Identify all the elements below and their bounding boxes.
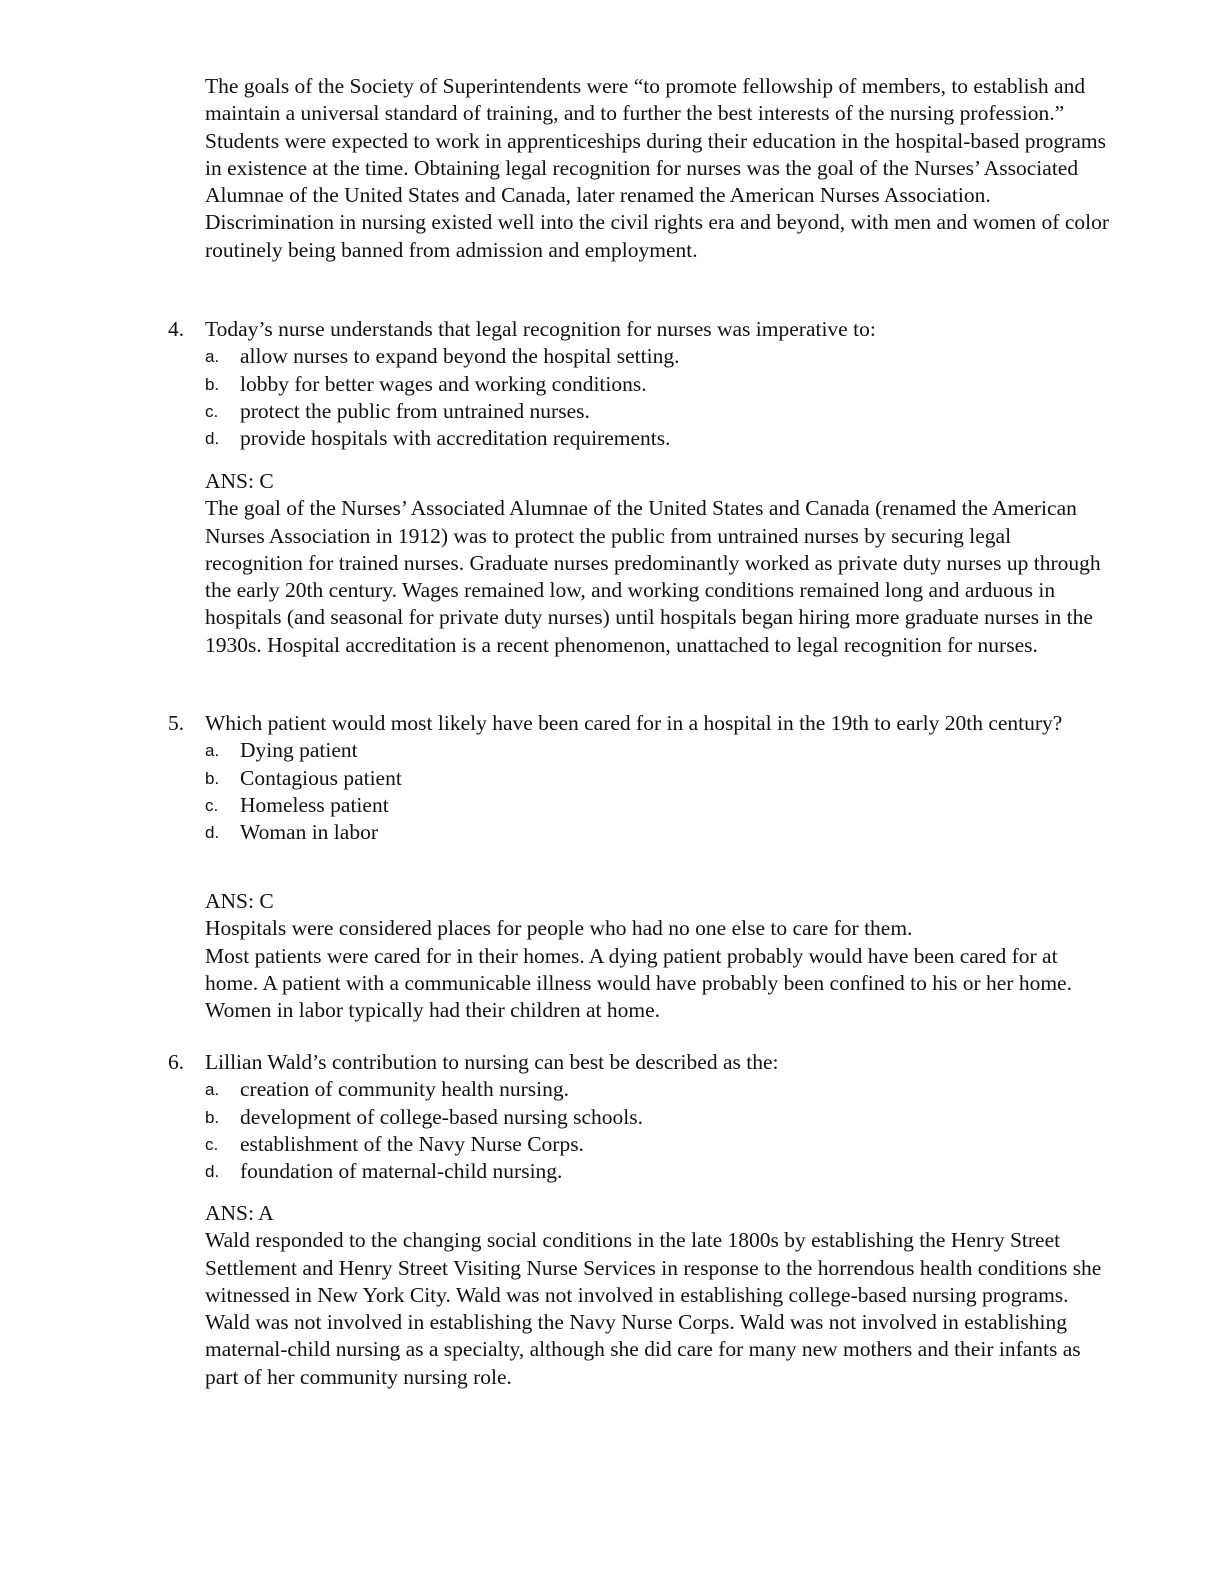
question-stem-row	[168, 1049, 1110, 1076]
option-text: Contagious patient	[240, 765, 402, 790]
option-text: creation of community health nursing.	[240, 1077, 569, 1102]
question-stem: Which patient would most likely have been cared for in a hospital in the 19th to early 20th century?	[205, 711, 1063, 735]
question-number: 6.	[168, 1050, 185, 1074]
answer-block-4	[205, 468, 1110, 659]
option-a	[205, 737, 1110, 764]
question-5	[168, 710, 1110, 846]
answer-rationale-first-line: Hospitals were considered places for people who had no one else to care for them.	[205, 916, 913, 941]
option-text: lobby for better wages and working conditions.	[240, 371, 647, 396]
answer-rationale: Wald responded to the changing social conditions in the late 1800s by establishing the Henry Street Settlement and Henry Street Visiting Nurse Services in response to the horrendous health conditions she witnessed in New York City. Wald was not involved in establishing college-based nursing programs. Wald was not involved in establishing the Navy Nurse Corps. Wald was not involved in establishing maternal-child nursing as a specialty, although she did care for many new mothers and their infants as part of her community nursing role.	[205, 1228, 1102, 1389]
option-d	[205, 819, 1110, 846]
option-d	[205, 425, 1110, 452]
answer-key: ANS: C	[205, 469, 274, 493]
option-a	[205, 343, 1110, 370]
answer-options	[168, 343, 1110, 452]
option-text: Homeless patient	[240, 792, 389, 817]
answer-options	[168, 1076, 1110, 1185]
answer-rationale: The goal of the Nurses’ Associated Alumnae of the United States and Canada (renamed the American Nurses Association in 1912) was to protect the public from untrained nurses by securing legal recognition for trained nurses. Graduate nurses predominantly worked as private duty nurses up through the early 20th century. Wages remained low, and working conditions remained long and arduous in hospitals (and seasonal for private duty nurses) until hospitals began hiring more graduate nurses in the 1930s. Hospital accreditation is a recent phenomenon, unattached to legal recognition for nurses.	[205, 496, 1101, 657]
option-letter: b.	[205, 1107, 220, 1127]
option-c	[205, 398, 1110, 425]
option-letter: b.	[205, 374, 220, 394]
option-text: foundation of maternal-child nursing.	[240, 1159, 563, 1184]
question-stem-row	[168, 710, 1110, 737]
option-c	[205, 792, 1110, 819]
question-stem-row	[168, 316, 1110, 343]
option-letter: c.	[205, 1134, 219, 1154]
answer-key: ANS: C	[205, 889, 274, 913]
question-number: 5.	[168, 711, 185, 735]
option-a	[205, 1076, 1110, 1103]
answer-rationale: Most patients were cared for in their homes. A dying patient probably would have been cared for at home. A patient with a communicable illness would have probably been confined to his or her home. Women in labor typically had their children at home.	[205, 943, 1072, 1023]
option-letter: d.	[205, 1162, 220, 1182]
option-letter: d.	[205, 429, 220, 449]
option-letter: c.	[205, 795, 219, 815]
option-letter: a.	[205, 741, 220, 761]
option-text: Dying patient	[240, 738, 358, 763]
answer-block-6	[205, 1200, 1110, 1391]
option-b	[205, 371, 1110, 398]
option-text: development of college-based nursing schools.	[240, 1104, 644, 1129]
answer-options	[168, 737, 1110, 846]
option-text: allow nurses to expand beyond the hospital setting.	[240, 344, 680, 369]
option-b	[205, 765, 1110, 792]
option-text: Woman in labor	[240, 820, 378, 845]
option-text: establishment of the Navy Nurse Corps.	[240, 1131, 584, 1156]
answer-key: ANS: A	[205, 1201, 274, 1225]
intro-rationale: The goals of the Society of Superintendents were “to promote fellowship of members, to establish and maintain a universal standard of training, and to further the best interests of the nursing profession.” Students were expected to work in apprenticeships during their education in the hospital-based programs in existence at the time. Obtaining legal recognition for nurses was the goal of the Nurses’ Associated Alumnae of the United States and Canada, later renamed the American Nurses Association. Discrimination in nursing existed well into the civil rights era and beyond, with men and women of color routinely being banned from admission and employment.	[205, 74, 1110, 262]
option-c	[205, 1131, 1110, 1158]
question-stem: Lillian Wald’s contribution to nursing can best be described as the:	[205, 1050, 779, 1074]
option-b	[205, 1104, 1110, 1131]
option-letter: a.	[205, 347, 220, 367]
question-4	[168, 316, 1110, 452]
option-letter: d.	[205, 823, 220, 843]
option-text: protect the public from untrained nurses.	[240, 398, 590, 423]
option-letter: a.	[205, 1080, 220, 1100]
option-letter: c.	[205, 401, 219, 421]
question-number: 4.	[168, 317, 185, 341]
answer-block-5	[205, 888, 1110, 1024]
option-d	[205, 1158, 1110, 1185]
option-text: provide hospitals with accreditation requirements.	[240, 426, 671, 451]
question-stem: Today’s nurse understands that legal recognition for nurses was imperative to:	[205, 317, 876, 341]
question-6	[168, 1049, 1110, 1185]
option-letter: b.	[205, 768, 220, 788]
